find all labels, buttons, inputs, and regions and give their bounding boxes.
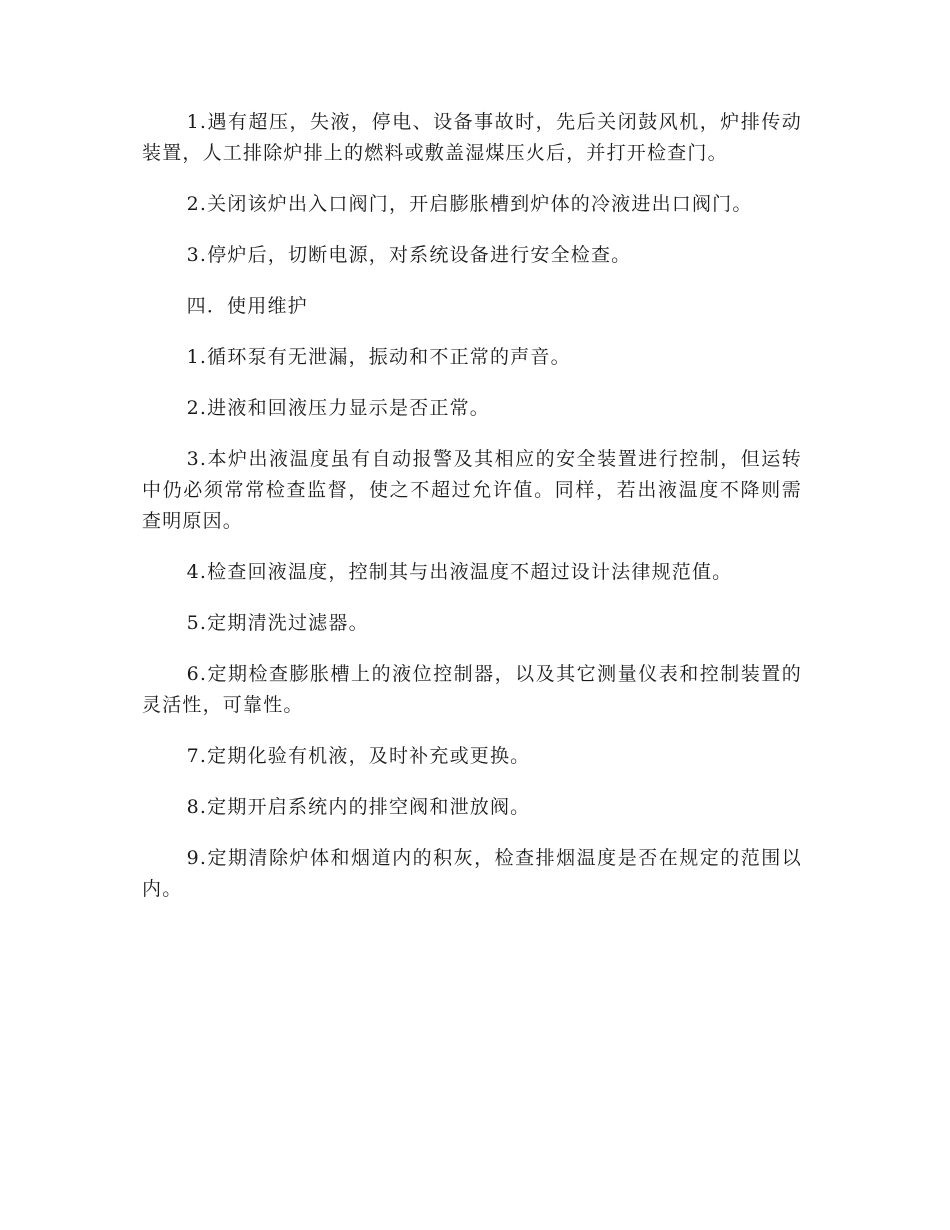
paragraph-shutdown-2: 2.关闭该炉出入口阀门，开启膨胀槽到炉体的冷液进出口阀门。 (186, 193, 753, 215)
paragraph-maintenance-2: 2.进液和回液压力显示是否正常。 (186, 397, 490, 419)
paragraph-maintenance-4: 4.检查回液温度，控制其与出液温度不超过设计法律规范值。 (186, 561, 733, 583)
paragraph-maintenance-3: 3.本炉出液温度虽有自动报警及其相应的安全装置进行控制，但运转中仍必须常常检查监督，使之不超过允许值。同样，若出液温度不降则需查明原因。 (142, 448, 802, 532)
paragraph-maintenance-7: 7.定期化验有机液，及时补充或更换。 (186, 745, 531, 767)
paragraph-maintenance-6: 6.定期检查膨胀槽上的液位控制器，以及其它测量仪表和控制装置的灵活性，可靠性。 (142, 663, 802, 716)
paragraph-shutdown-1: 1.遇有超压，失液，停电、设备事故时，先后关闭鼓风机，炉排传动装置，人工排除炉排上的燃料或敷盖湿煤压火后，并打开检查门。 (142, 111, 802, 164)
section-heading-maintenance: 四．使用维护 (186, 295, 308, 317)
paragraph-shutdown-3: 3.停炉后，切断电源，对系统设备进行安全检查。 (186, 244, 632, 266)
paragraph-maintenance-5: 5.定期清洗过滤器。 (186, 612, 369, 634)
document-body (142, 107, 802, 925)
paragraph-maintenance-8: 8.定期开启系统内的排空阀和泄放阀。 (186, 796, 531, 818)
paragraph-maintenance-1: 1.循环泵有无泄漏，振动和不正常的声音。 (186, 346, 571, 368)
paragraph-maintenance-9: 9.定期清除炉体和烟道内的积灰，检查排烟温度是否在规定的范围以内。 (142, 847, 802, 900)
